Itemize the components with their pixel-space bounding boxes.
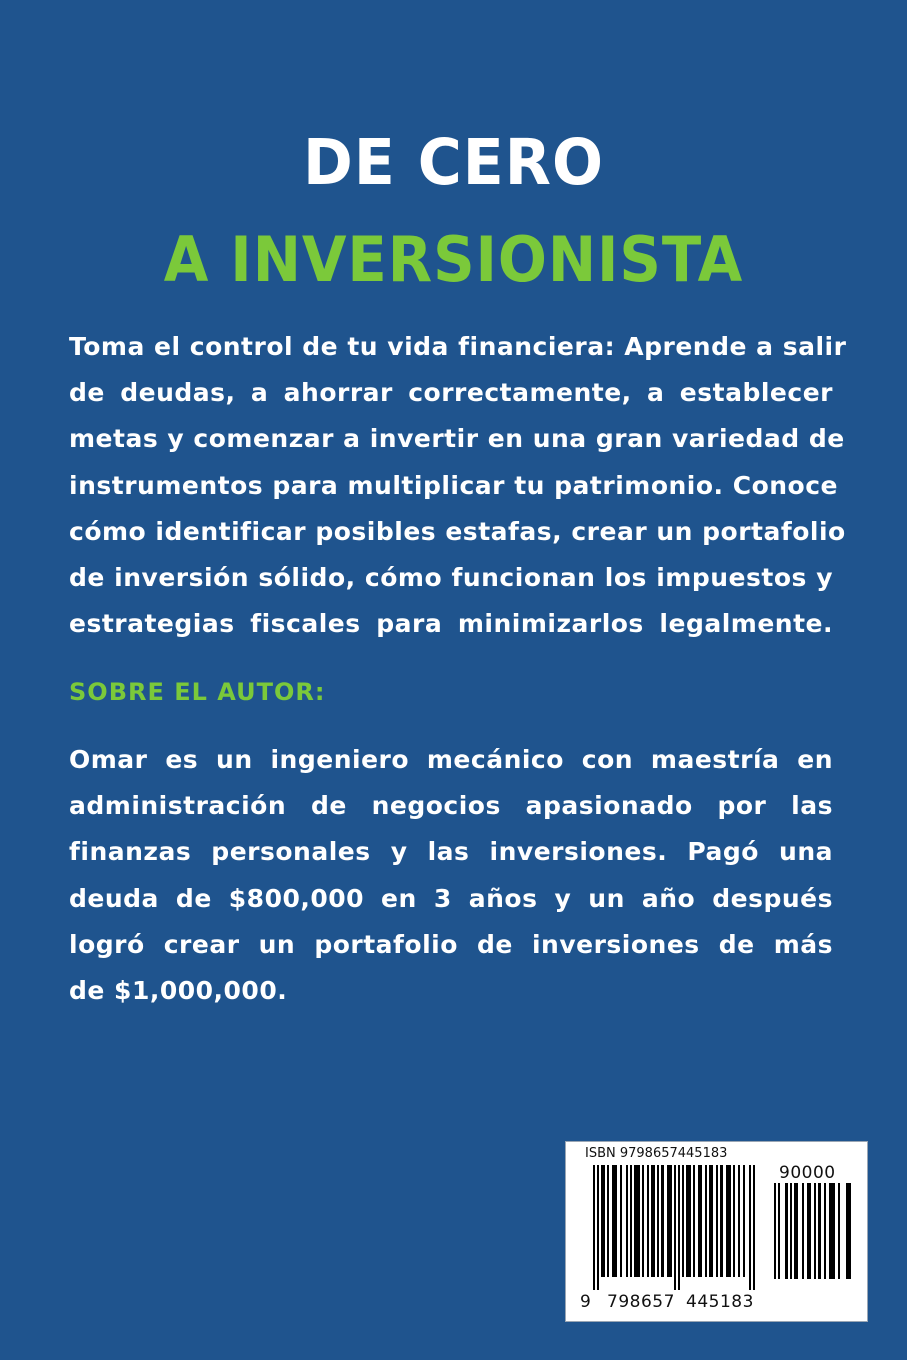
title-line-1: DE CERO — [303, 126, 604, 200]
description-line: cómo identificar posibles estafas, crear un portafolio — [69, 516, 846, 546]
description-line: estrategias fiscales para minimizarlos legalmente. — [69, 609, 833, 639]
barcode-digit-first: 9 — [580, 1292, 591, 1312]
bio-line: de $1,000,000. — [69, 975, 288, 1005]
description-line: de deudas, a ahorrar correctamente, a establecer — [69, 378, 833, 408]
isbn-barcode-box — [565, 1141, 868, 1322]
bio-line: logró crear un portafolio de inversiones de más — [69, 929, 833, 959]
price-addon-number: 90000 — [779, 1163, 836, 1183]
barcode-addon-icon — [774, 1183, 854, 1279]
about-author-heading: SOBRE EL AUTOR: — [69, 678, 326, 706]
bio-line: administración de negocios apasionado por las — [69, 791, 833, 821]
description-paragraph — [69, 324, 847, 647]
bio-line: Omar es un ingeniero mecánico con maestría en — [69, 745, 833, 774]
title-line-2: A INVERSIONISTA — [163, 223, 744, 296]
barcode-digits-left: 798657 — [607, 1292, 675, 1312]
description-line: de inversión sólido, cómo funcionan los impuestos y — [69, 562, 833, 592]
author-bio-paragraph — [69, 737, 833, 1014]
isbn-label: ISBN 9798657445183 — [585, 1146, 728, 1161]
bio-line: finanzas personales y las inversiones. Pagó una — [69, 837, 833, 867]
description-line: metas y comenzar a invertir en una gran variedad de — [69, 424, 845, 454]
description-line: Toma el control de tu vida financiera: Aprende a salir — [69, 332, 847, 361]
barcode-main-icon — [593, 1165, 759, 1290]
barcode-digits-right: 445183 — [686, 1292, 754, 1312]
bio-line: deuda de $800,000 en 3 años y un año después — [69, 883, 833, 913]
description-line: instrumentos para multiplicar tu patrimonio. Conoce — [69, 470, 839, 500]
